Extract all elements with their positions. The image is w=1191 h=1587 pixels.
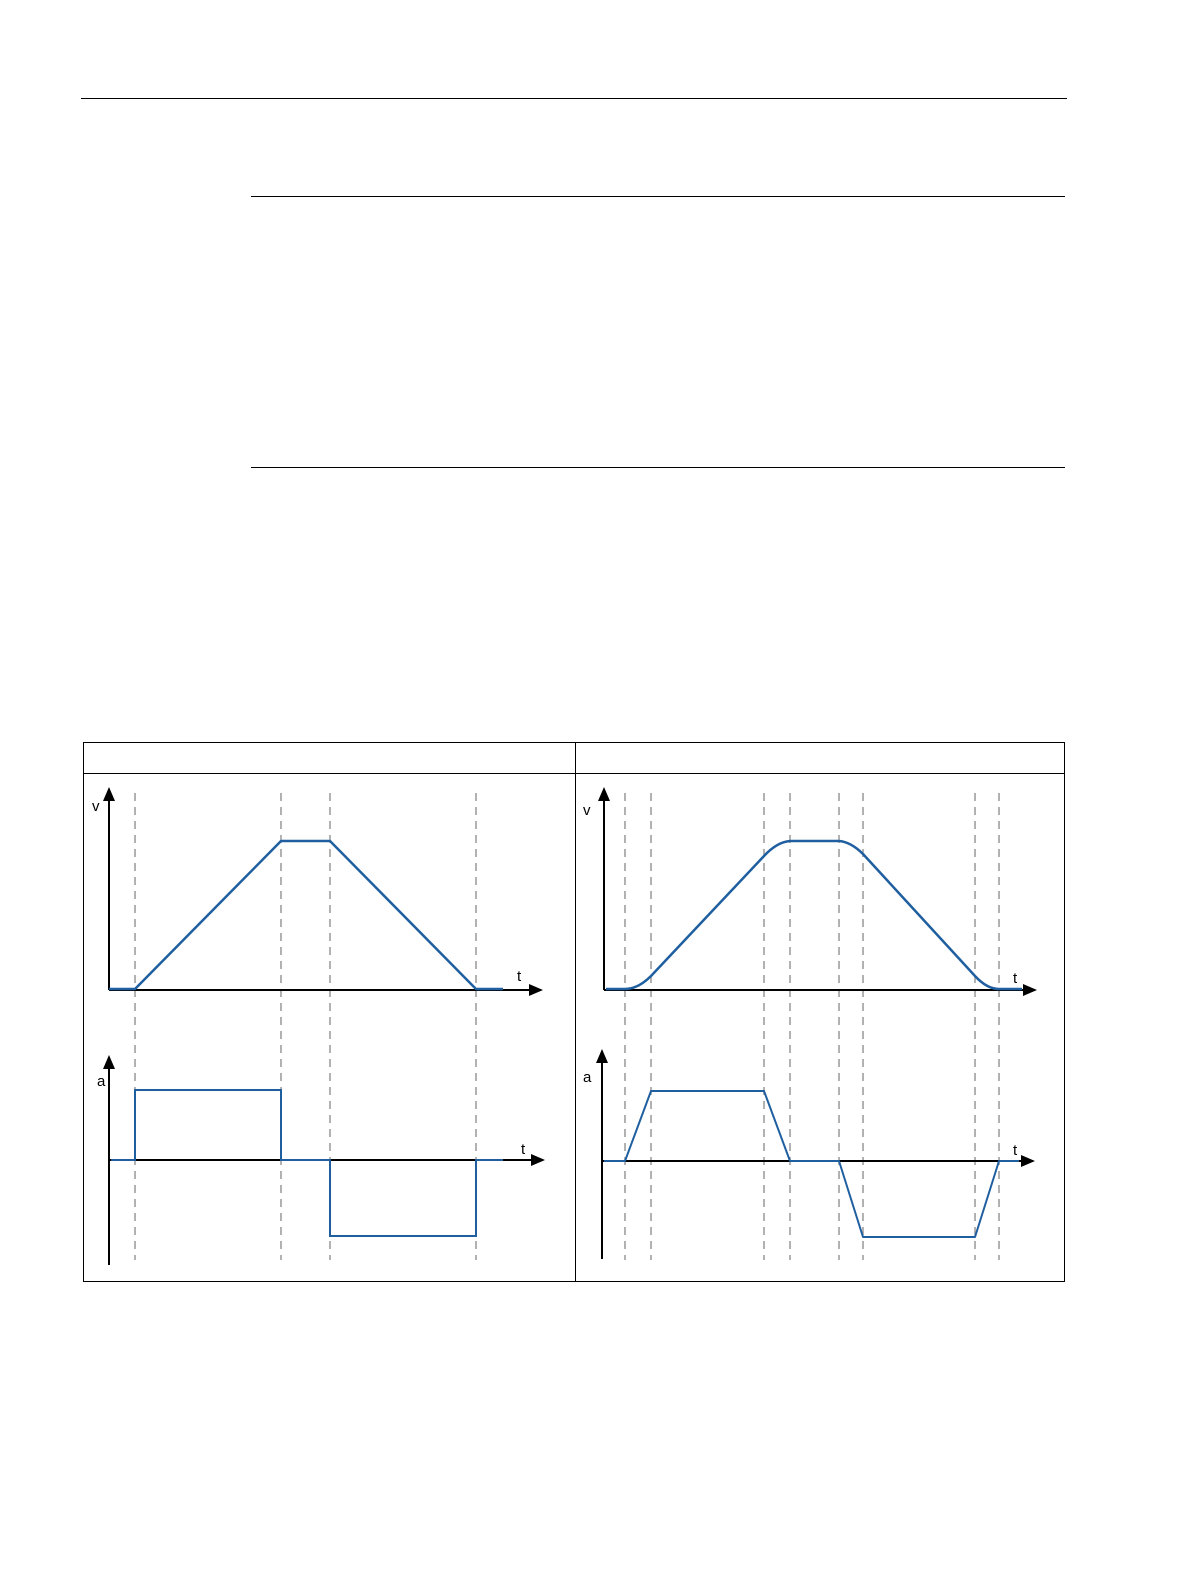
- right-time-markers: [625, 793, 999, 1260]
- right-velocity-curve: [606, 841, 1022, 989]
- left-acceleration-curve: [111, 1090, 503, 1236]
- left-velocity-curve: [109, 841, 503, 989]
- right-v-x-label: t: [1013, 970, 1018, 987]
- right-v-y-label: v: [583, 802, 591, 819]
- left-velocity-diagram: [92, 789, 541, 990]
- left-time-markers: [135, 793, 476, 1260]
- right-a-x-label: t: [1013, 1142, 1018, 1159]
- right-a-y-label: a: [583, 1069, 592, 1086]
- left-v-y-label: v: [92, 798, 100, 815]
- right-velocity-diagram: [583, 789, 1035, 990]
- left-v-x-label: t: [517, 968, 522, 985]
- left-a-x-label: t: [521, 1141, 526, 1158]
- left-a-y-label: a: [97, 1073, 106, 1090]
- right-acceleration-curve: [604, 1091, 1019, 1237]
